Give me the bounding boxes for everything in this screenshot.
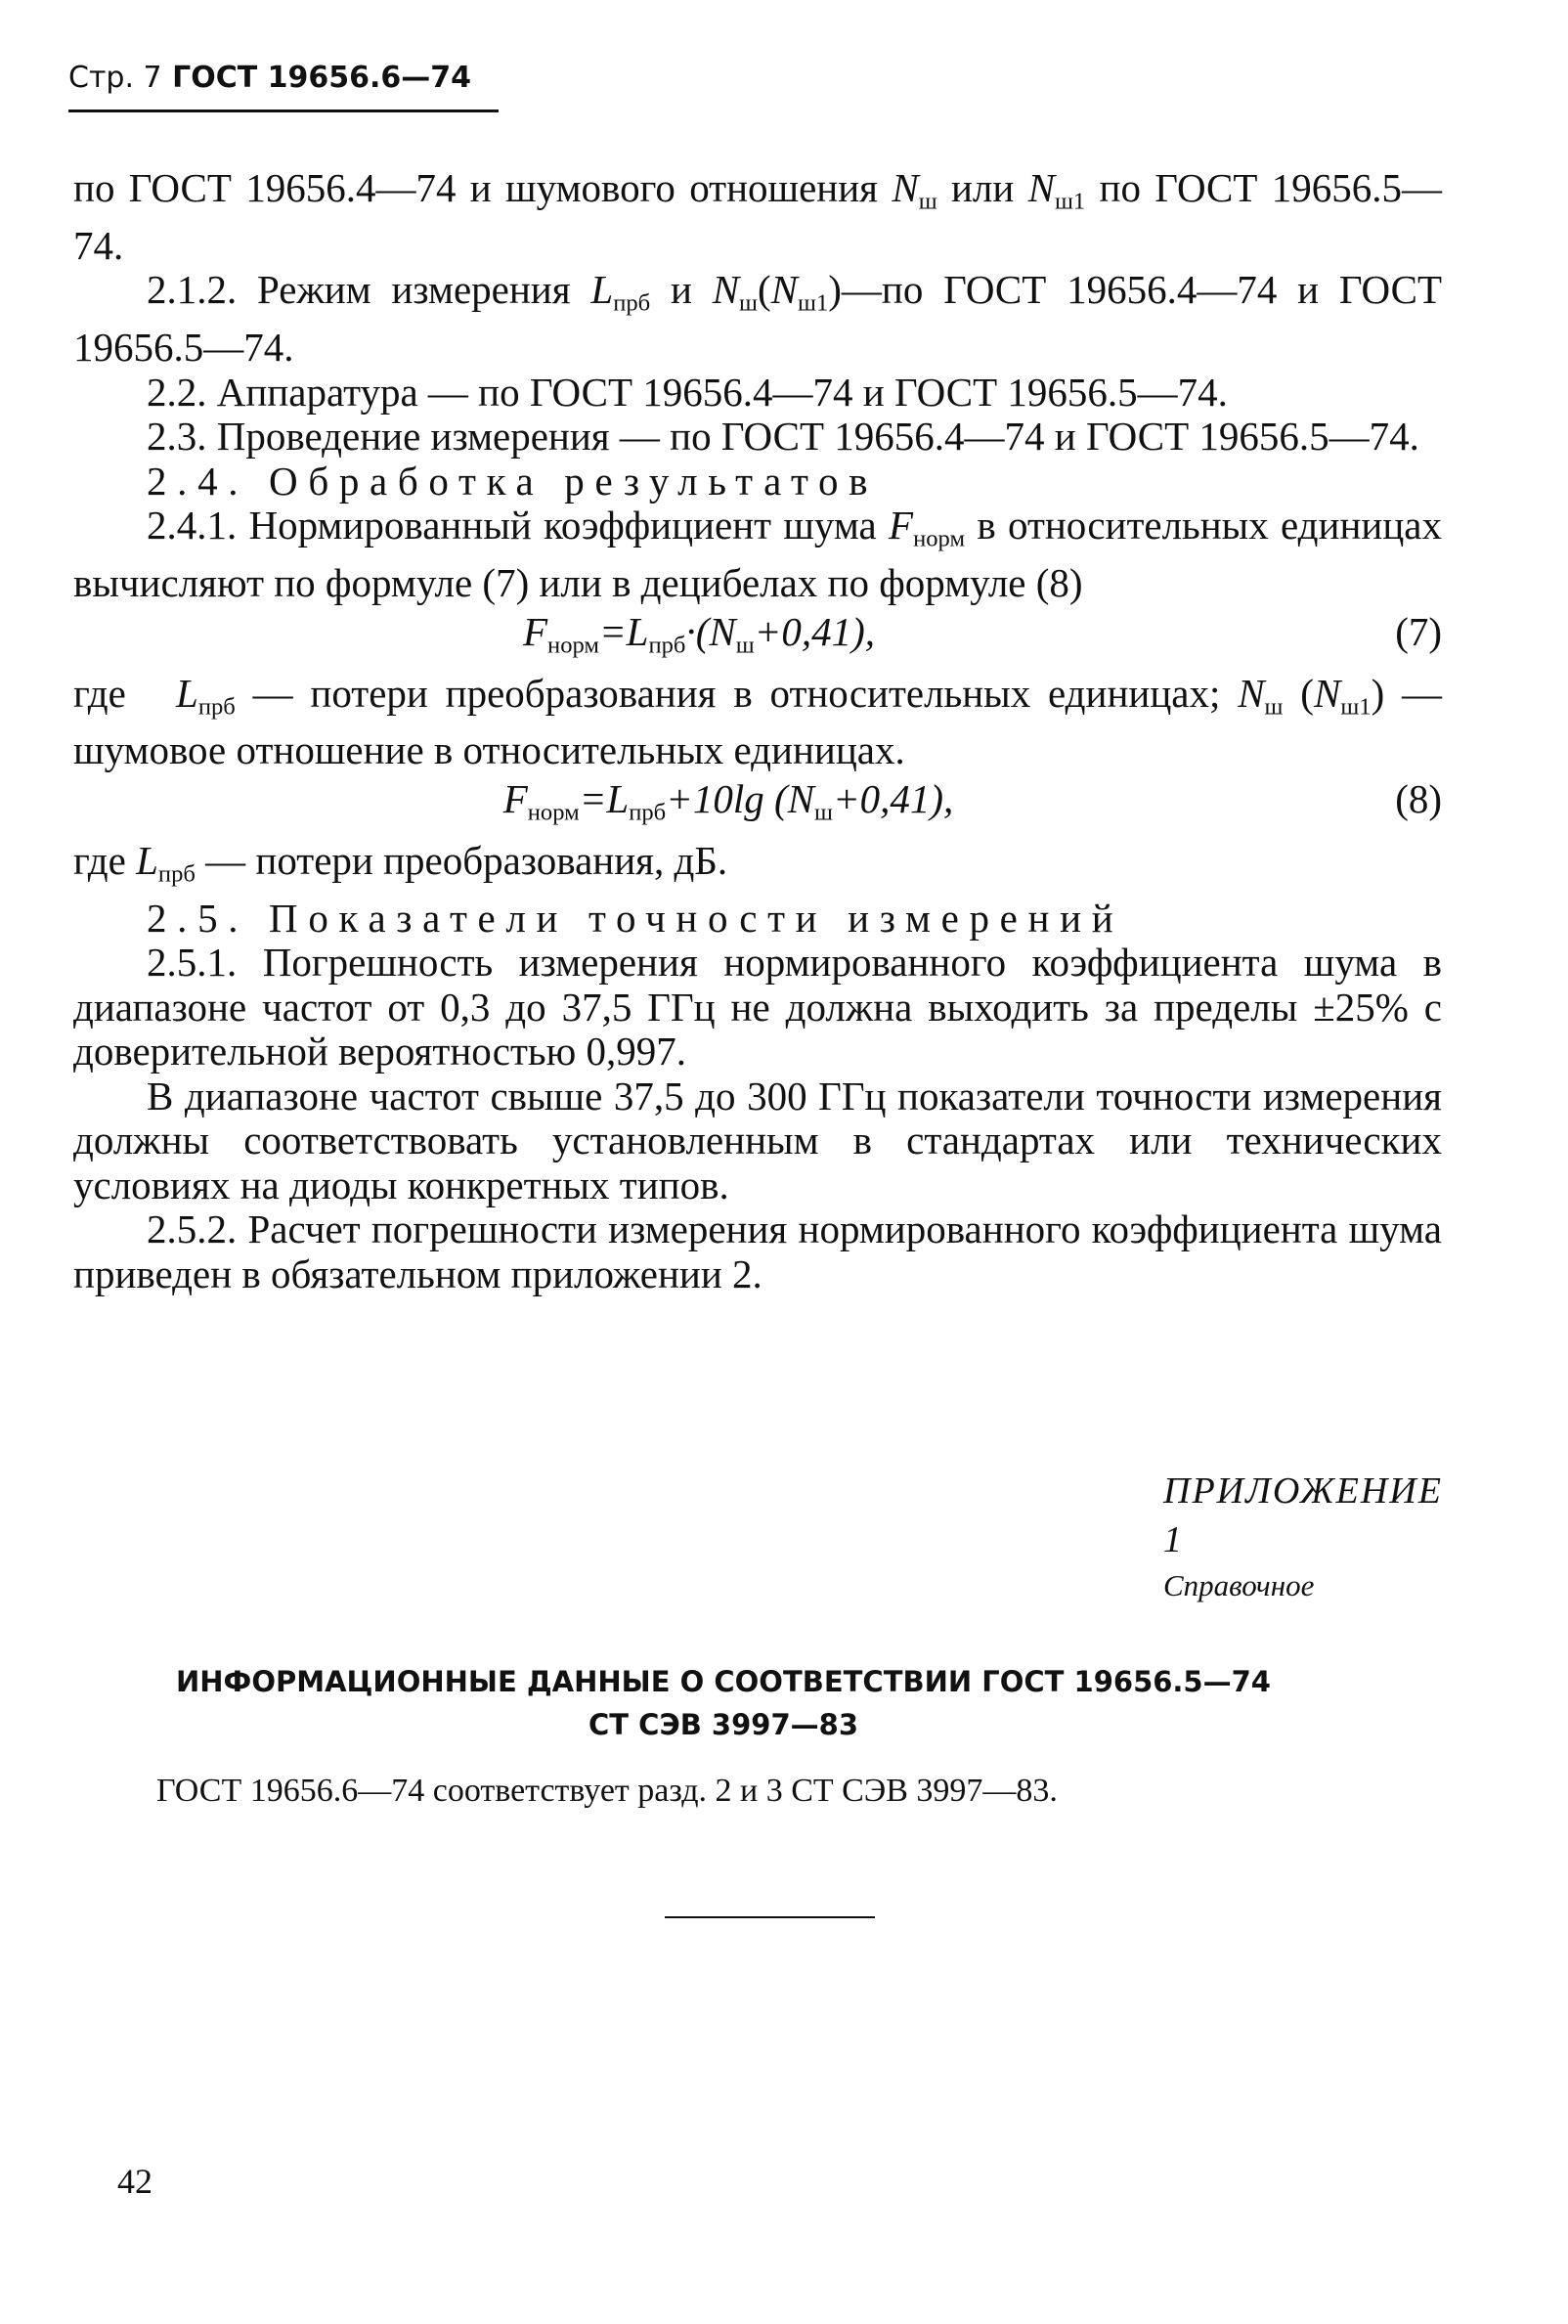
page-number: 42 — [117, 2162, 152, 2201]
paragraph-2-3: 2.3. Проведение измерения — по ГОСТ 19656.4—74 и ГОСТ 19656.5—74. — [147, 414, 1419, 460]
definitions-7: где $L_{прб}$ — потери преобразования в относительных единицах; $N_ш$ $(N_{ш1})$ — шумовое отношение в относительных единицах. — [73, 670, 1443, 773]
doc-code: ГОСТ 19656.6—74 — [172, 61, 472, 95]
end-rule — [665, 1916, 875, 1918]
formula-8: $F_{норм}=L_{прб}+10\lg$ $(N_ш+0,41)$, (8) — [73, 777, 1442, 835]
formula-7: $F_{норм}=L_{прб}\cdot(N_ш+0,41)$, (7) — [73, 610, 1442, 668]
paragraph-intro: по ГОСТ 19656.4—74 и шумового отношения $N_ш$ или $N_{ш1}$ по ГОСТ 19656.5—74. — [73, 165, 1443, 268]
header-rule — [68, 110, 499, 112]
definitions-8: где $L_{прб}$ — потери преобразования, дБ. — [73, 837, 728, 888]
section-heading-2-4: 2.4. Обработка результатов — [147, 458, 879, 504]
paragraph-2-2: 2.2. Аппаратура — по ГОСТ 19656.4—74 и ГОСТ 19656.5—74. — [147, 369, 1228, 415]
paragraph-2-4-1: 2.4.1. Нормированный коэффициент шума $F_{норм}$ в относительных единицах вычисляют по формуле (7) или в децибелах по формуле (8) — [73, 503, 1442, 606]
page-label: Стр. 7 — [68, 61, 162, 95]
info-text: ГОСТ 19656.6—74 соответствует разд. 2 и 3 СТ СЭВ 3997—83. — [156, 1773, 1058, 1809]
section-heading-2-5: 2.5. Показатели точности измерений — [147, 895, 1124, 941]
paragraph-2-5-1: 2.5.1. Погрешность измерения нормированного коэффициента шума в диапазоне частот от 0,3 до 37,5 ГГц не должна выходить за пределы ±25% с доверительной вероятностью 0,997. — [73, 940, 1442, 1074]
info-title — [117, 1660, 1329, 1746]
paragraph-2-1-2: 2.1.2. Режим измерения $L_{прб}$ и $N_ш(N_{ш1})—по$ ГОСТ 19656.4—74 и ГОСТ 19656.5—74. — [73, 267, 1443, 371]
paragraph-2-5-2: 2.5.2. Расчет погрешности измерения нормированного коэффициента шума приведен в обязательном приложении 2. — [73, 1206, 1442, 1296]
appendix-type: Справочное — [1163, 1568, 1315, 1602]
running-head — [68, 61, 471, 95]
info-title-line-2: СТ СЭВ 3997—83 — [588, 1708, 858, 1741]
appendix-label-block — [1163, 1467, 1457, 1607]
formula-7-number: (7) — [1395, 608, 1442, 654]
appendix-label: ПРИЛОЖЕНИЕ 1 — [1163, 1470, 1443, 1560]
document-body — [73, 166, 1442, 1296]
paragraph-2-5-1-b: В диапазоне частот свыше 37,5 до 300 ГГц показатели точности измерения должны соответствовать установленным в стандартах или технических условиях на диоды конкретных типов. — [73, 1073, 1442, 1207]
info-title-line-1: ИНФОРМАЦИОННЫЕ ДАННЫЕ О СООТВЕТСТВИИ ГОСТ 19656.5—74 — [176, 1665, 1271, 1698]
formula-8-number: (8) — [1395, 775, 1442, 821]
